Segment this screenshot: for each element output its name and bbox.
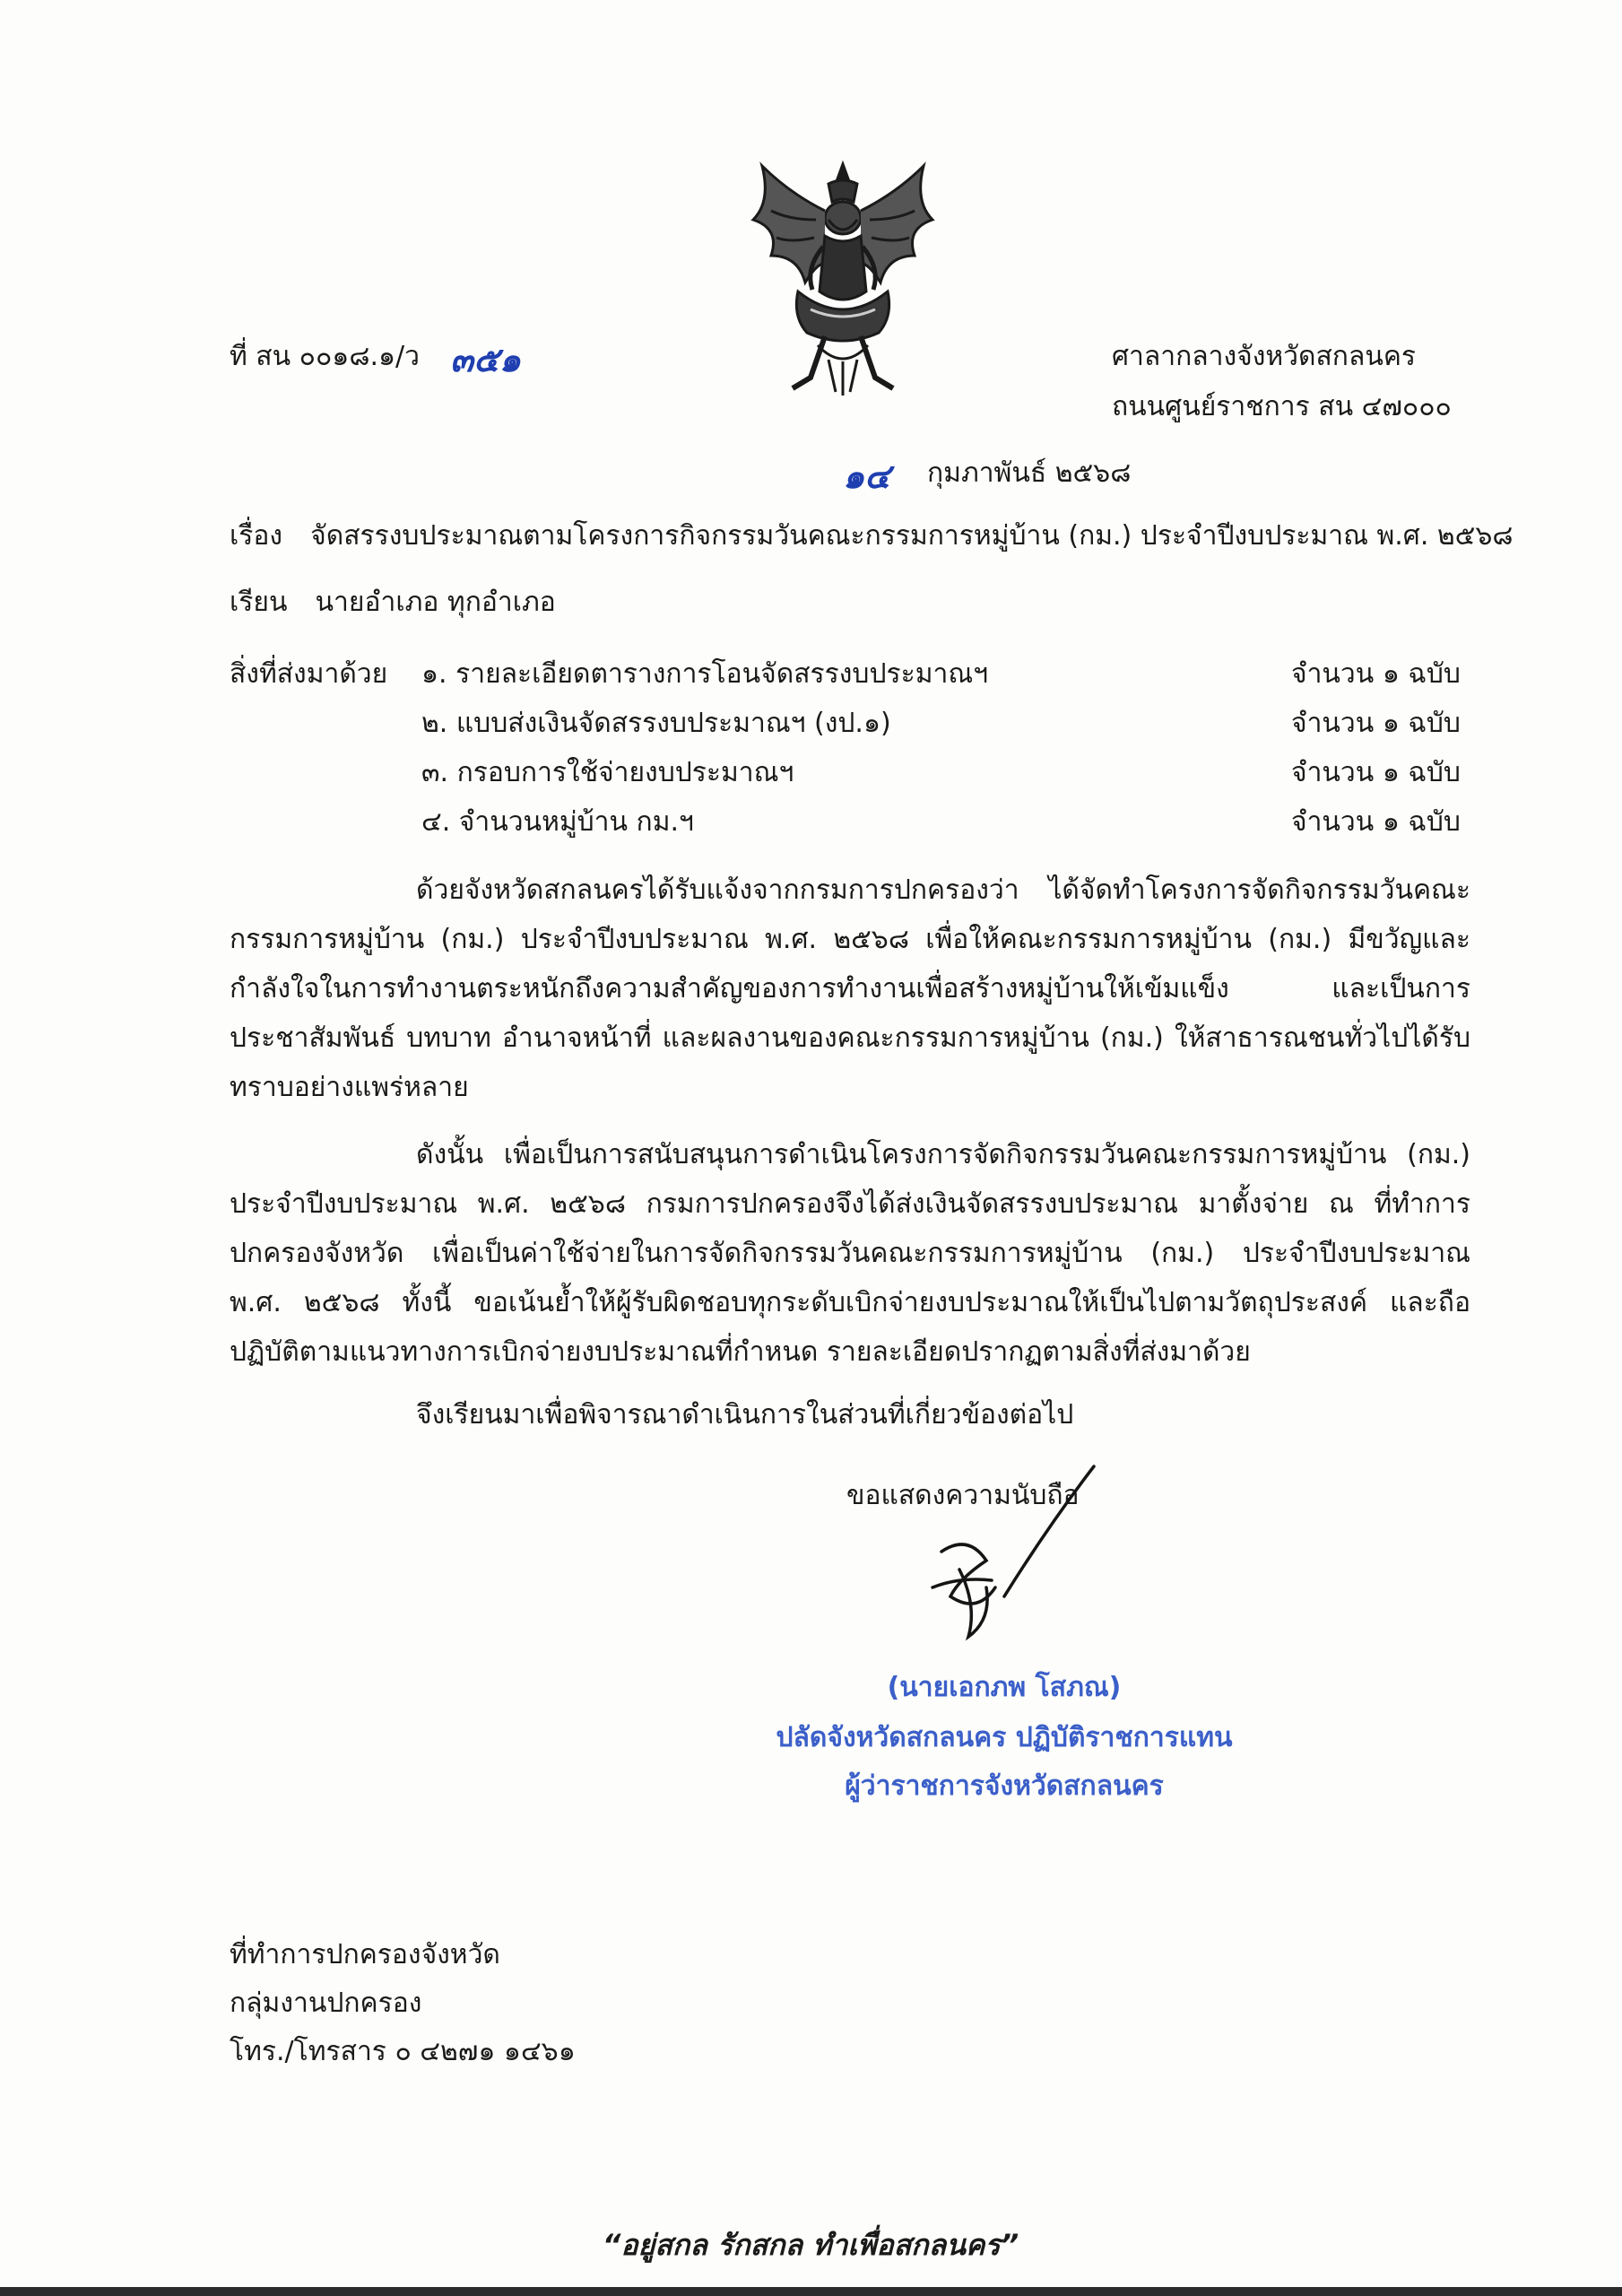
reference-handwritten-number: ๓๕๑: [450, 339, 521, 379]
office-address-line1: ศาลากลางจังหวัดสกลนคร: [1112, 341, 1417, 372]
signer-title-line2: ผู้ว่าราชการจังหวัดสกลนคร: [845, 1770, 1164, 1802]
footer-office: ที่ทำการปกครองจังหวัด: [230, 1939, 500, 1970]
garuda-emblem-icon: [735, 157, 950, 399]
body-paragraph-1: ด้วยจังหวัดสกลนครได้รับแจ้งจากกรมการปกครองว่า ได้จัดทำโครงการจัดกิจกรรมวันคณะกรรมการหมู่บ้าน (กม.) ประจำปีงบประมาณ พ.ศ. ๒๕๖๘ เพื่อให้คณะกรรมการหมู่บ้าน (กม.) มีขวัญและกำลังใจในการทำงานตระหนักถึงความสำคัญของการทำงานเพื่อสร้างหมู่บ้านให้เข้มแข็ง และเป็นการประชาสัมพันธ์ บทบาท อำนาจหน้าที่ และผลงานของคณะกรรมการหมู่บ้าน (กม.) ให้สาธารณชนทั่วไปได้รับทราบอย่างแพร่หลาย: [230, 874, 1470, 1103]
date-day-handwritten: ๑๔: [843, 456, 890, 496]
addressee-label: เรียน: [230, 587, 288, 618]
reference-number: ที่ สน ๐๐๑๘.๑/ว: [230, 341, 421, 372]
closing-salutation: ขอแสดงความนับถือ: [846, 1480, 1080, 1511]
enclosure-item: ๑. รายละเอียดตารางการโอนจัดสรรงบประมาณฯ: [421, 658, 989, 690]
office-address-line2: ถนนศูนย์ราชการ สน ๔๗๐๐๐: [1112, 391, 1452, 422]
footer-division: กลุ่มงานปกครอง: [230, 1987, 422, 2019]
signer-title-line1: ปลัดจังหวัดสกลนคร ปฏิบัติราชการแทน: [776, 1722, 1233, 1753]
enclosure-item: ๒. แบบส่งเงินจัดสรรงบประมาณฯ (งป.๑): [421, 708, 891, 739]
enclosures-label: สิ่งที่ส่งมาด้วย: [230, 658, 388, 690]
addressee-text: นายอำเภอ ทุกอำเภอ: [315, 587, 556, 618]
body-paragraph-3: จึงเรียนมาเพื่อพิจารณาดำเนินการในส่วนที่เกี่ยวข้องต่อไป: [416, 1399, 1074, 1431]
footer-phone: โทร./โทรสาร ๐ ๔๒๗๑ ๑๔๖๑: [230, 2036, 576, 2067]
signature-icon: [906, 1462, 1112, 1650]
enclosure-quantity: จำนวน ๑ ฉบับ: [1291, 757, 1461, 788]
province-motto: “อยู่สกล รักสกล ทำเพื่อสกลนคร”: [602, 2228, 1019, 2262]
enclosure-item: ๔. จำนวนหมู่บ้าน กม.ฯ: [421, 806, 694, 838]
subject-label: เรื่อง: [230, 520, 283, 552]
date-month-year: กุมภาพันธ์ ๒๕๖๘: [927, 457, 1132, 489]
enclosure-quantity: จำนวน ๑ ฉบับ: [1291, 806, 1461, 838]
body-paragraph-2: ดังนั้น เพื่อเป็นการสนับสนุนการดำเนินโครงการจัดกิจกรรมวันคณะกรรมการหมู่บ้าน (กม.) ประจำปีงบประมาณ พ.ศ. ๒๕๖๘ กรมการปกครองจึงได้ส่งเงินจัดสรรงบประมาณ มาตั้งจ่าย ณ ที่ทำการปกครองจังหวัด เพื่อเป็นค่าใช้จ่ายในการจัดกิจกรรมวันคณะกรรมการหมู่บ้าน (กม.) ประจำปีงบประมาณ พ.ศ. ๒๕๖๘ ทั้งนี้ ขอเน้นย้ำให้ผู้รับผิดชอบทุกระดับเบิกจ่ายงบประมาณให้เป็นไปตามวัตถุประสงค์ และถือปฏิบัติตามแนวทางการเบิกจ่ายงบประมาณที่กำหนด รายละเอียดปรากฏตามสิ่งที่ส่งมาด้วย: [230, 1139, 1470, 1368]
enclosure-quantity: จำนวน ๑ ฉบับ: [1291, 708, 1461, 739]
enclosure-item: ๓. กรอบการใช้จ่ายงบประมาณฯ: [421, 757, 794, 788]
scan-bottom-edge: [0, 2287, 1622, 2296]
signer-name: (นายเอกภพ โสภณ): [887, 1672, 1122, 1703]
enclosure-quantity: จำนวน ๑ ฉบับ: [1291, 658, 1461, 690]
subject-text: จัดสรรงบประมาณตามโครงการกิจกรรมวันคณะกรรมการหมู่บ้าน (กม.) ประจำปีงบประมาณ พ.ศ. ๒๕๖๘: [310, 520, 1514, 552]
